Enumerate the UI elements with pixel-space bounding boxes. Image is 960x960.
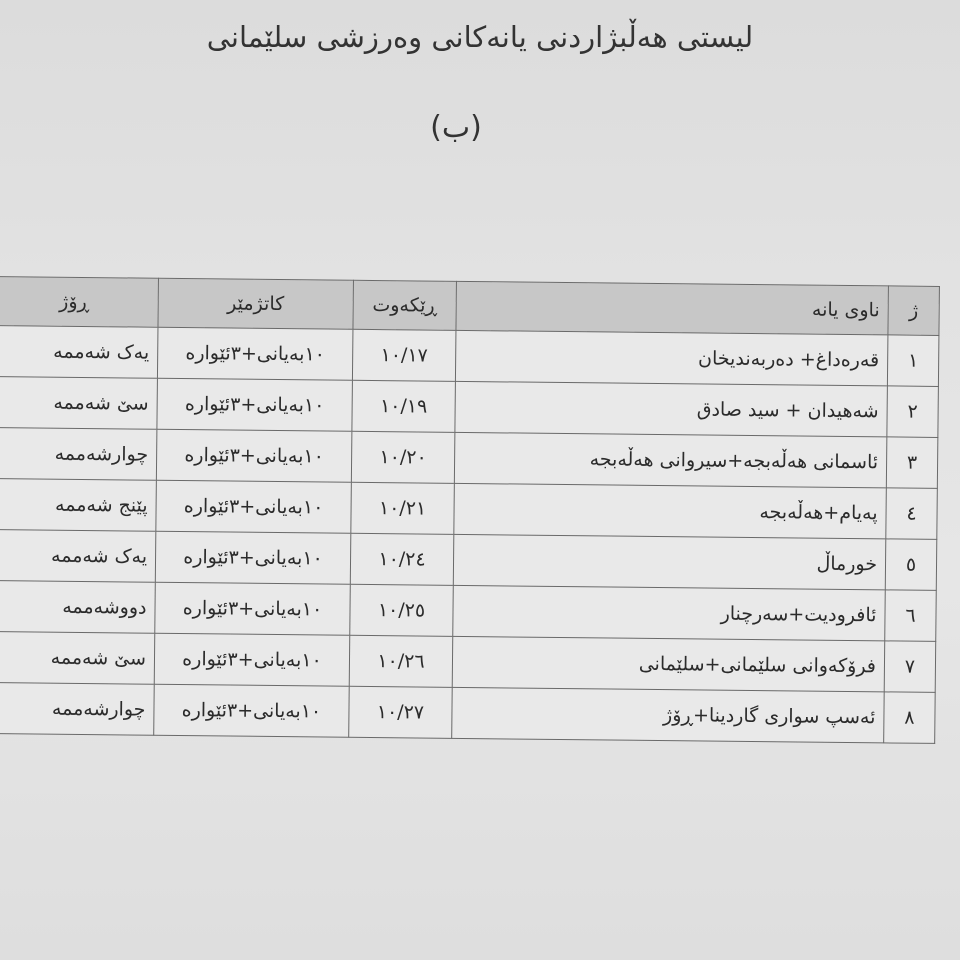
header-team: ناوی یانە: [456, 281, 888, 335]
row-day: سێ شەممە: [0, 631, 155, 684]
schedule-table: [0, 276, 940, 744]
row-day: سێ شەممە: [0, 376, 157, 429]
row-team: شەهیدان + سید صادق: [455, 381, 888, 437]
row-day: دووشەممە: [0, 580, 155, 633]
row-date: ١٠/٢٠: [351, 431, 455, 483]
header-time: کاتژمێر: [158, 278, 354, 329]
header-day: ڕۆژ: [0, 277, 158, 328]
row-time: ١٠بەیانی+٣ئێوارە: [157, 327, 353, 380]
row-number: ١: [887, 335, 939, 387]
row-time: ١٠بەیانی+٣ئێوارە: [154, 684, 350, 737]
row-number: ٢: [887, 386, 939, 438]
row-day: چوارشەممە: [0, 427, 157, 480]
page-title: لیستی هەڵبژاردنی یانەکانی وەرزشی سلێمانی: [206, 20, 754, 54]
group-label: (ب): [430, 110, 482, 145]
row-number: ٨: [884, 692, 936, 744]
row-day: پێنج شەممە: [0, 478, 156, 531]
row-number: ٦: [885, 590, 937, 642]
row-date: ١٠/٢١: [351, 482, 455, 534]
row-team: پەیام+هەڵەبجە: [454, 483, 887, 539]
header-number: ژ: [888, 286, 940, 336]
row-time: ١٠بەیانی+٣ئێوارە: [157, 378, 353, 431]
row-team: خورماڵ: [453, 534, 886, 590]
row-date: ١٠/١٧: [352, 329, 456, 381]
row-number: ٣: [886, 437, 938, 489]
row-number: ٥: [885, 539, 937, 591]
row-team: ئافرودیت+سەرچنار: [453, 585, 886, 641]
row-team: ئاسمانی هەڵەبجە+سیروانی هەڵەبجە: [454, 432, 887, 488]
row-time: ١٠بەیانی+٣ئێوارە: [154, 633, 350, 686]
row-date: ١٠/٢٦: [349, 635, 453, 687]
row-number: ٤: [886, 488, 938, 540]
row-date: ١٠/١٩: [352, 380, 456, 432]
row-time: ١٠بەیانی+٣ئێوارە: [156, 429, 352, 482]
row-time: ١٠بەیانی+٣ئێوارە: [155, 531, 351, 584]
row-time: ١٠بەیانی+٣ئێوارە: [156, 480, 352, 533]
row-team: فرۆکەوانی سلێمانی+سلێمانی: [452, 636, 885, 692]
row-team: قەرەداغ+ دەربەندیخان: [455, 330, 888, 386]
row-date: ١٠/٢٤: [350, 533, 454, 585]
row-date: ١٠/٢٥: [350, 584, 454, 636]
header-date: ڕێکەوت: [353, 280, 457, 330]
row-team: ئەسپ سواری گاردینا+ڕۆژ: [452, 687, 885, 743]
row-day: یەک شەممە: [0, 529, 156, 582]
row-time: ١٠بەیانی+٣ئێوارە: [155, 582, 351, 635]
row-day: یەک شەممە: [0, 326, 158, 379]
schedule-sheet: [0, 276, 940, 752]
table-row: [0, 682, 935, 743]
row-date: ١٠/٢٧: [349, 686, 453, 738]
row-number: ٧: [884, 641, 936, 693]
row-day: چوارشەممە: [0, 682, 154, 735]
